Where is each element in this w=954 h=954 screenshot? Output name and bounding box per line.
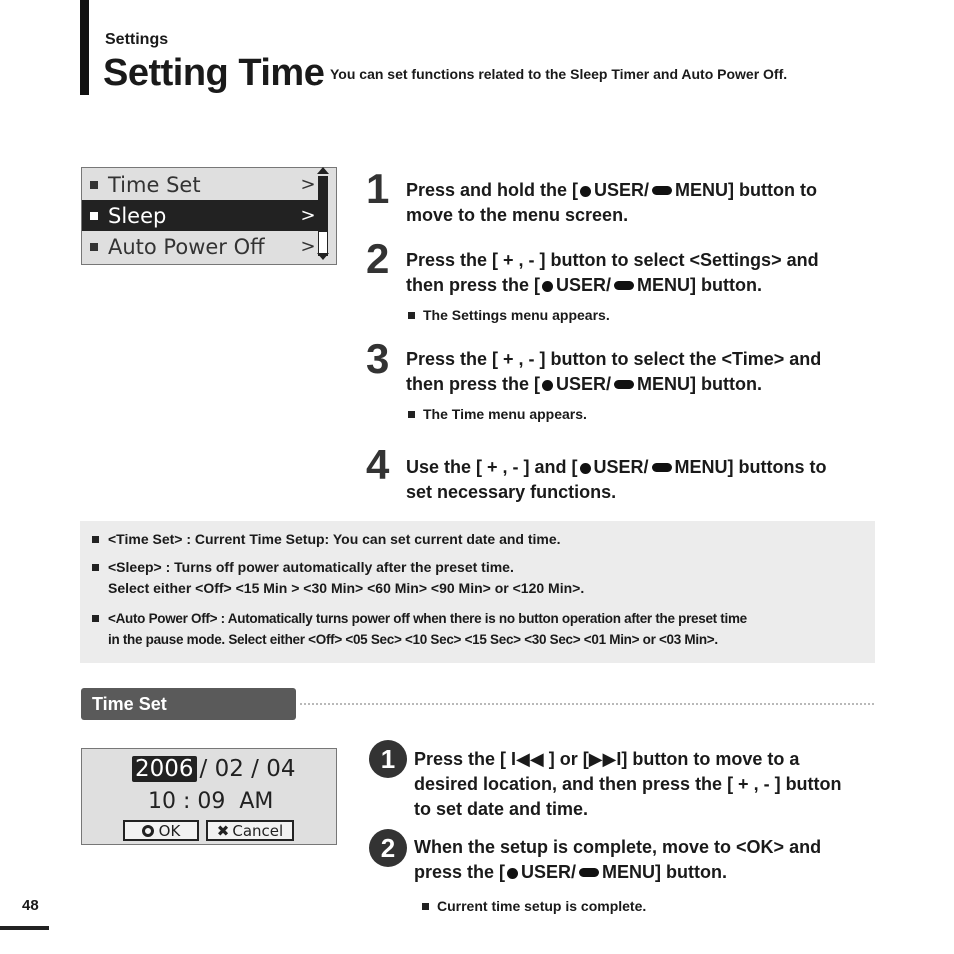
bullet-icon xyxy=(92,536,99,543)
header-accent-bar xyxy=(80,0,89,95)
substep-number: 1 xyxy=(369,740,407,778)
dotted-divider xyxy=(300,703,874,705)
time-set-header: Time Set xyxy=(81,688,296,720)
section-label: Settings xyxy=(105,31,169,48)
menu-pill-icon xyxy=(614,380,634,389)
menu-pill-icon xyxy=(579,868,599,877)
menu-item-label: Time Set xyxy=(108,172,201,197)
menu-pill-icon xyxy=(652,186,672,195)
user-dot-icon xyxy=(580,463,591,474)
menu-scrollbar xyxy=(318,176,328,256)
info-time-set: <Time Set> : Current Time Setup: You can set current date and time. xyxy=(108,529,868,550)
cancel-button: ✖ Cancel xyxy=(206,820,294,841)
date-display xyxy=(132,756,296,782)
year-field: 2006 xyxy=(132,756,197,782)
step-2-text: Press the [ + , - ] button to select <Settings> and then press the [ USER/ MENU] button. xyxy=(406,250,819,295)
info-sleep: <Sleep> : Turns off power automatically after the preset time. Select either <Off> <15 Min > <30 Min> <60 Min> <90 Min> or <120 Min>. xyxy=(108,557,868,599)
user-dot-icon xyxy=(542,380,553,391)
page-title: Setting Time xyxy=(103,52,325,94)
close-icon: ✖ xyxy=(216,821,230,840)
substep-1-text: Press the [ I◀◀ ] or [▶▶I] button to move to a desired location, and then press the [ + , - ] button to set date and time. xyxy=(414,749,842,819)
chevron-right-icon: > xyxy=(300,205,316,226)
bullet-icon xyxy=(408,312,415,319)
step-2-note: The Settings menu appears. xyxy=(408,307,610,323)
bullet-icon xyxy=(422,903,429,910)
bullet-icon xyxy=(408,411,415,418)
scroll-up-icon xyxy=(317,167,329,174)
time-set-screen xyxy=(81,748,337,845)
page-subtitle: You can set functions related to the Sleep Timer and Auto Power Off. xyxy=(330,66,788,82)
month-day-field: / 02 / 04 xyxy=(199,756,296,782)
step-4-text: Use the [ + , - ] and [ USER/ MENU] buttons to set necessary functions. xyxy=(406,457,827,502)
substep-2-note: Current time setup is complete. xyxy=(422,898,646,914)
menu-item-time-set xyxy=(82,169,318,200)
menu-pill-icon xyxy=(652,463,672,472)
step-number: 1 xyxy=(366,165,390,212)
bullet-icon xyxy=(90,212,98,220)
bullet-icon xyxy=(90,181,98,189)
substep-number: 2 xyxy=(369,829,407,867)
substep-2-text: When the setup is complete, move to <OK> and press the [ USER/ MENU] button. xyxy=(414,837,822,882)
user-dot-icon xyxy=(580,186,591,197)
menu-item-label: Sleep xyxy=(108,203,167,228)
info-box xyxy=(80,521,875,663)
user-dot-icon xyxy=(542,281,553,292)
scroll-thumb xyxy=(319,177,327,232)
time-display: 10 : 09 AM xyxy=(148,789,274,814)
menu-item-sleep xyxy=(82,200,318,231)
page-number: 48 xyxy=(22,897,39,914)
chevron-right-icon: > xyxy=(300,236,316,257)
menu-item-label: Auto Power Off xyxy=(108,234,265,259)
step-3-note: The Time menu appears. xyxy=(408,406,587,422)
scroll-down-icon xyxy=(317,253,329,260)
bullet-icon xyxy=(90,243,98,251)
menu-pill-icon xyxy=(614,281,634,290)
menu-screen xyxy=(81,167,337,265)
bullet-icon xyxy=(92,615,99,622)
step-number: 4 xyxy=(366,441,390,488)
menu-item-auto-power-off xyxy=(82,231,318,262)
step-number: 2 xyxy=(366,235,390,282)
bullet-icon xyxy=(92,564,99,571)
user-dot-icon xyxy=(507,868,518,879)
step-number: 3 xyxy=(366,335,390,382)
step-3-text: Press the [ + , - ] button to select the <Time> and then press the [ USER/ MENU] button. xyxy=(406,349,822,394)
chevron-right-icon: > xyxy=(300,174,316,195)
info-auto-power-off: <Auto Power Off> : Automatically turns power off when there is no button operation after the preset time in the pause mode. Select either <Off> <05 Sec> <10 Sec> <15 Sec> <30 Sec> <01 Min> or <03 Min>. xyxy=(108,608,868,650)
footer-rule xyxy=(0,926,49,930)
user-dot-icon xyxy=(142,825,154,837)
ok-button: OK xyxy=(123,820,199,841)
step-1-text: Press and hold the [ USER/ MENU] button to move to the menu screen. xyxy=(406,180,817,225)
